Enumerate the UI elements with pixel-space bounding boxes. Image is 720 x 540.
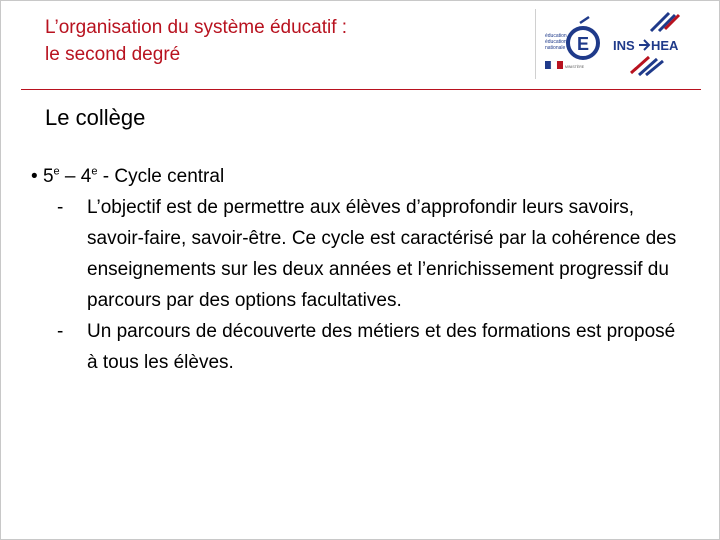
ministry-text-1: éducation <box>545 33 567 39</box>
list-item-text: Un parcours de découverte des métiers et des formations est proposé à tous les élèves. <box>87 321 676 373</box>
level-4: 4 <box>80 166 92 187</box>
inshea-arrow-icon <box>639 40 649 50</box>
inshea-stroke-red-2 <box>631 57 649 73</box>
bullet-marker: • <box>31 166 38 187</box>
level-4-sup: e <box>91 165 98 178</box>
header-title-line-2: le second degré <box>45 44 181 65</box>
list-item-text: L’objectif est de permettre aux élèves d’approfondir leurs savoirs, savoir-faire, savoir-être. Ce cycle est caractérisé par la cohérence des enseignements sur les deux années et l’enrichissement progressif du parcours par des options facultatives. <box>87 197 677 311</box>
dash-marker: - <box>57 321 64 342</box>
slide-content <box>31 161 691 378</box>
inshea-right-text: HEA <box>651 38 679 53</box>
list-item <box>31 192 691 316</box>
logos <box>533 9 703 79</box>
header-title-line-1: L’organisation du système éducatif : <box>45 17 348 38</box>
level-5-sup: e <box>53 165 60 178</box>
flag-white-icon <box>551 61 557 69</box>
ministry-text-3: nationale <box>545 45 566 51</box>
level-dash: – <box>59 166 81 187</box>
ministry-e-letter: E <box>577 34 590 54</box>
flag-red-icon <box>557 61 563 69</box>
header-rule <box>21 89 701 90</box>
flag-blue-icon <box>545 61 551 69</box>
slide-header-title <box>45 14 347 68</box>
bullet-cycle-central <box>31 161 691 192</box>
ministry-small-text: MINISTÈRE <box>565 65 585 69</box>
list-item <box>31 316 691 378</box>
ministry-accent-icon <box>580 17 589 23</box>
ministry-text-2: éducation <box>545 39 567 45</box>
dash-marker: - <box>57 197 64 218</box>
inshea-left-text: INS <box>613 38 635 53</box>
cycle-label: - Cycle central <box>97 166 225 187</box>
ministry-logo <box>545 17 598 69</box>
inshea-logo <box>613 13 679 75</box>
sub-list <box>31 192 691 378</box>
level-5: 5 <box>42 166 54 187</box>
section-title: Le collège <box>45 105 146 130</box>
